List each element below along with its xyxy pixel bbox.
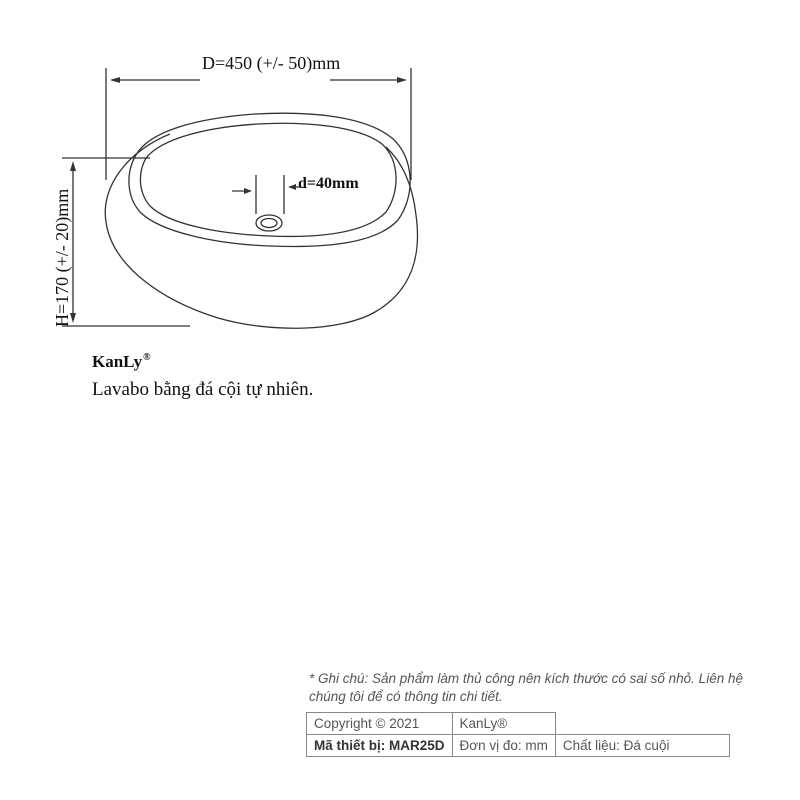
table-row: [307, 713, 730, 735]
brand-text: KanLy: [92, 352, 143, 371]
disclaimer-note: * Ghi chú: Sản phẩm làm thủ công nên kích thước có sai số nhỏ. Liên hệ chúng tôi để có thông tin chi tiết.: [309, 671, 743, 704]
drain-dimension-label: d=40mm: [298, 175, 359, 192]
registered-mark: ®: [143, 352, 151, 364]
basin-rim-outer: [129, 113, 410, 246]
height-dimension-label: H=170 (+/- 20)mm: [52, 188, 72, 327]
drain-outer: [256, 215, 282, 231]
sink-outer-outline: [105, 134, 417, 328]
brand-cell: KanLy®: [452, 713, 555, 735]
drain-arrowhead-left: [244, 188, 252, 194]
product-description: Lavabo bằng đá cội tự nhiên.: [92, 379, 314, 400]
copyright-cell: Copyright © 2021: [307, 713, 453, 735]
height-arrow-top: [70, 161, 76, 171]
empty-cell: [555, 713, 730, 735]
drain-arrowhead-right: [288, 184, 296, 190]
table-row: [307, 735, 730, 757]
drain-inner: [261, 219, 277, 228]
unit-cell: Đơn vị đo: mm: [452, 735, 555, 757]
brand-name: [92, 352, 151, 372]
product-info-table: [306, 712, 730, 757]
material-cell: Chất liệu: Đá cuội: [555, 735, 730, 757]
width-arrow-right: [397, 77, 407, 83]
width-arrow-left: [110, 77, 120, 83]
model-cell: Mã thiết bị: MAR25D: [307, 735, 453, 757]
width-dimension-label: D=450 (+/- 50)mm: [202, 53, 341, 73]
